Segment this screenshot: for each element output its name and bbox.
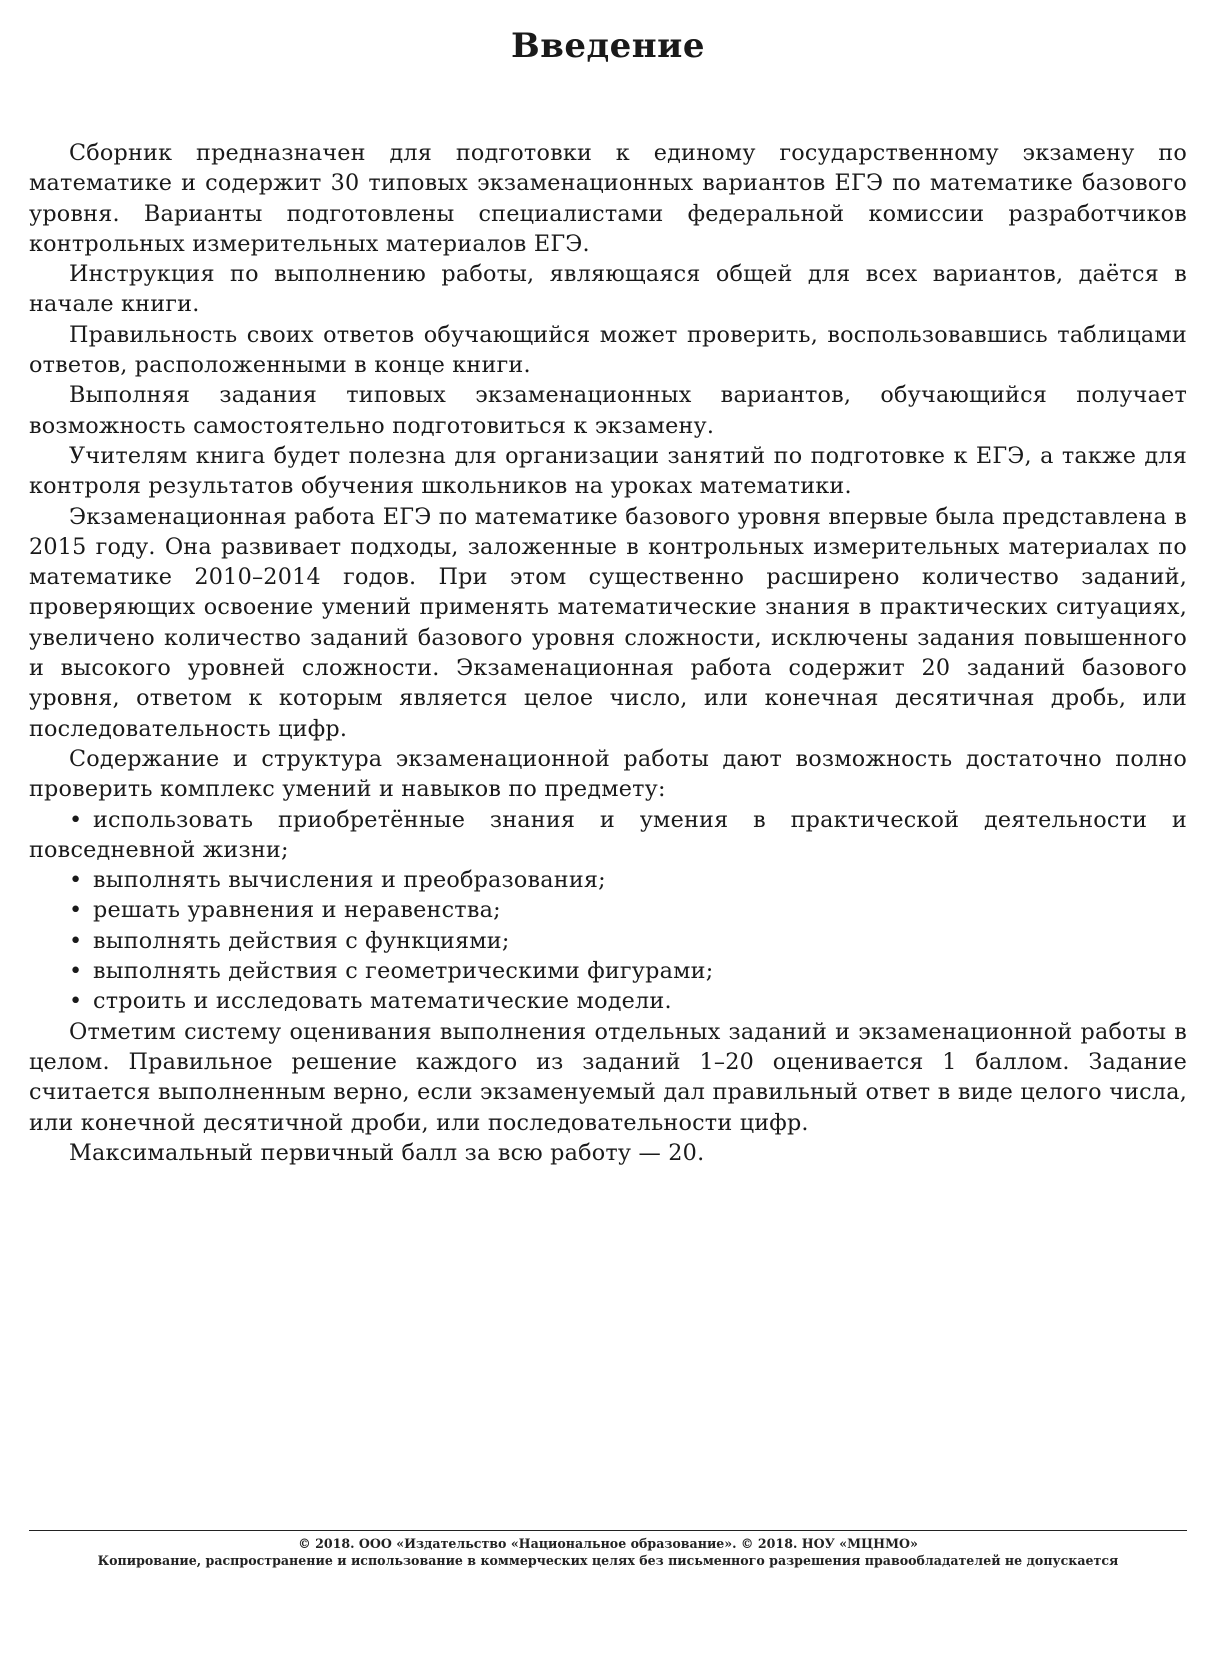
paragraph: Учителям книга будет полезна для организации занятий по подготовке к ЕГЭ, а также для контроля результатов обучения школьников на уроках математики. <box>29 442 1187 500</box>
paragraph: Максимальный первичный балл за всю работу — 20. <box>69 1139 705 1166</box>
footer-notice: Копирование, распространение и использование в коммерческих целях без письменного разрешения правообладателей не допускается <box>97 1553 1119 1568</box>
list-item-text: выполнять действия с функциями; <box>93 927 510 954</box>
list-item-text: использовать приобретённые знания и умения в практической деятельности и повседневной жизни; <box>29 806 1187 863</box>
bullet-icon: • <box>69 867 83 894</box>
skills-list <box>29 805 1187 1017</box>
paragraph: Инструкция по выполнению работы, являющаяся общей для всех вариантов, даётся в начале книги. <box>29 261 1187 318</box>
footer-copyright: © 2018. ООО «Издательство «Национальное образование». © 2018. НОУ «МЦНМО» <box>298 1536 918 1551</box>
list-item-text: выполнять вычисления и преобразования; <box>93 867 606 894</box>
bullet-icon: • <box>69 897 83 924</box>
list-item <box>29 986 1187 1016</box>
list-item-text: решать уравнения и неравенства; <box>93 897 501 924</box>
paragraph: Отметим систему оценивания выполнения отдельных заданий и экзаменационной работы в целом. Правильное решение каждого из заданий 1–20 оценивается 1 баллом. Задание считается выполненным верно, если экзаменуемый дал правильный ответ в виде целого числа, или конечной десятичной дроби, или последовательности цифр. <box>29 1018 1187 1136</box>
bullet-icon: • <box>69 806 83 833</box>
paragraph: Выполняя задания типовых экзаменационных вариантов, обучающийся получает возможность самостоятельно подготовиться к экзамену. <box>29 382 1187 439</box>
document-body <box>29 138 1187 1168</box>
paragraph: Содержание и структура экзаменационной работы дают возможность достаточно полно проверить комплекс умений и навыков по предмету: <box>29 745 1187 803</box>
paragraph: Сборник предназначен для подготовки к единому государственному экзамену по математике и содержит 30 типовых экзаменационных вариантов ЕГЭ по математике базового уровня. Варианты подготовлены специалистами федеральной комиссии разработчиков контрольных измерительных материалов ЕГЭ. <box>29 140 1187 257</box>
bullet-icon: • <box>69 958 83 985</box>
paragraph: Правильность своих ответов обучающийся может проверить, воспользовавшись таблицами ответов, расположенными в конце книги. <box>29 321 1187 379</box>
bullet-icon: • <box>69 988 83 1015</box>
page-title: Введение <box>510 26 706 66</box>
list-item-text: выполнять действия с геометрическими фигурами; <box>93 958 714 985</box>
list-item <box>29 865 1187 895</box>
list-item <box>29 895 1187 925</box>
bullet-icon: • <box>69 927 83 954</box>
list-item <box>29 926 1187 956</box>
list-item <box>29 956 1187 986</box>
footer-divider <box>29 1530 1187 1531</box>
paragraph: Экзаменационная работа ЕГЭ по математике базового уровня впервые была представлена в 2015 году. Она развивает подходы, заложенные в контрольных измерительных материалах по математике 2010–2014 годов. При этом существенно расширено количество заданий, проверяющих освоение умений применять математические знания в практических ситуациях, увеличено количество заданий базового уровня сложности, исключены задания повышенного и высокого уровней сложности. Экзаменационная работа содержит 20 заданий базового уровня, ответом к которым является целое число, или конечная десятичная дробь, или последовательность цифр. <box>29 503 1187 742</box>
footer <box>29 1535 1187 1569</box>
list-item <box>29 805 1187 866</box>
list-item-text: строить и исследовать математические модели. <box>93 988 672 1015</box>
